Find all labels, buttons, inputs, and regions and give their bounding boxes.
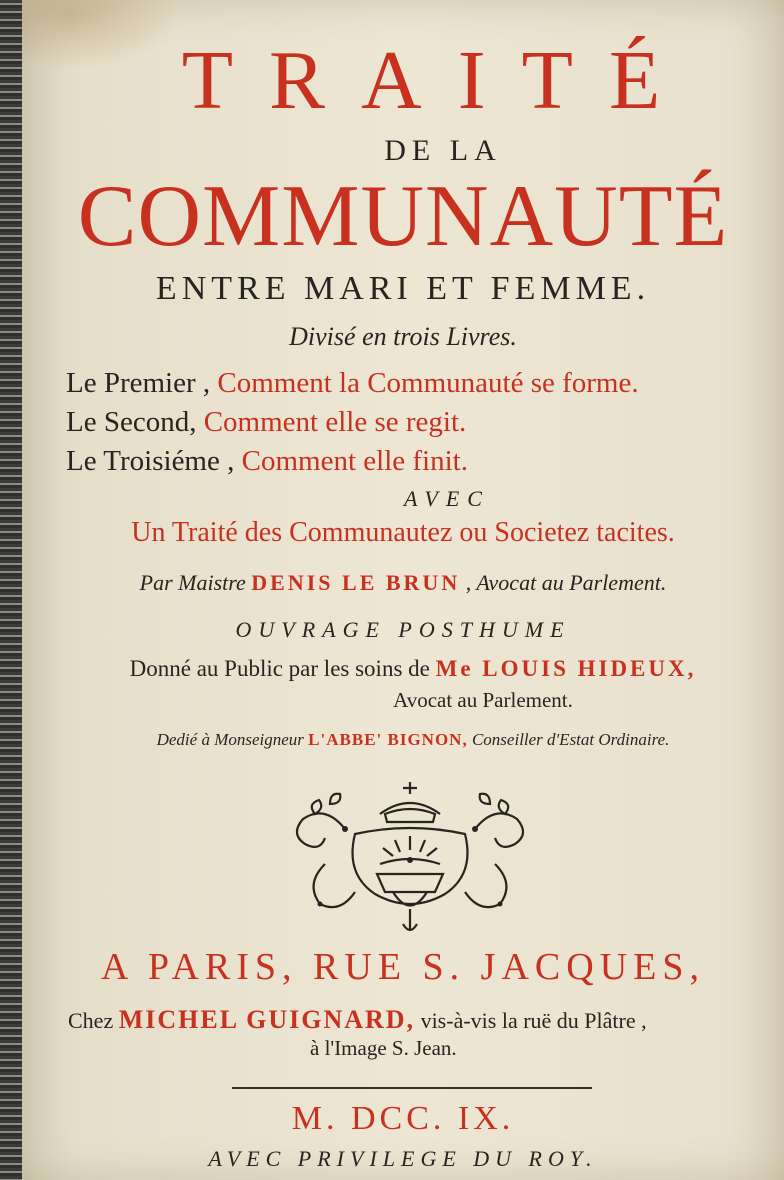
dedication-line <box>22 730 784 750</box>
book-2-number: Le Second, <box>66 406 197 438</box>
imprint-city: A PARIS, RUE S. JACQUES, <box>100 946 705 988</box>
dedication-name: L'ABBE' BIGNON, <box>308 730 468 749</box>
title-entre-mari-et-femme: ENTRE MARI ET FEMME. <box>155 270 651 307</box>
book-line-3 <box>66 445 468 478</box>
imprint-printer-line <box>68 1005 647 1035</box>
book-3-description: Comment elle finit. <box>241 445 468 477</box>
book-line-2 <box>66 406 466 439</box>
editor-suffix: Avocat au Parlement. <box>393 688 573 712</box>
author-name: DENIS LE BRUN <box>251 570 461 595</box>
imprint-sign: à l'Image S. Jean. <box>310 1036 457 1060</box>
author-line <box>22 570 784 596</box>
subtitle-divise: Divisé en trois Livres. <box>289 322 517 351</box>
crest-ornament-icon <box>285 774 535 944</box>
book-1-number: Le Premier , <box>66 367 211 399</box>
divider-rule <box>232 1087 592 1089</box>
imprint-address: vis-à-vis la ruë du Plâtre , <box>420 1008 647 1033</box>
traite-societez: Un Traité des Communautez ou Societez tacites. <box>131 517 675 548</box>
editor-name: Me LOUIS HIDEUX, <box>435 656 697 681</box>
editor-prefix: Donné au Public par les soins de <box>129 656 430 681</box>
book-1-description: Comment la Communauté se forme. <box>217 367 639 399</box>
editor-line <box>22 656 784 682</box>
avec-label: AVEC <box>404 486 490 511</box>
imprint-printer: MICHEL GUIGNARD, <box>118 1005 416 1034</box>
book-line-1 <box>66 367 639 400</box>
author-prefix: Par Maistre <box>139 570 246 595</box>
publication-year: M. DCC. IX. <box>291 1100 515 1137</box>
dedication-prefix: Dedié à Monseigneur <box>156 730 304 749</box>
title-traite: TRAITÉ <box>181 34 697 127</box>
book-3-number: Le Troisiéme , <box>66 445 235 477</box>
privilege-line: AVEC PRIVILEGE DU ROY. <box>208 1146 598 1171</box>
book-2-description: Comment elle se regit. <box>203 406 467 438</box>
dedication-suffix: Conseiller d'Estat Ordinaire. <box>471 730 670 749</box>
ouvrage-posthume: OUVRAGE POSTHUME <box>235 617 571 642</box>
imprint-chez: Chez <box>68 1008 114 1033</box>
title-de-la: DE LA <box>384 134 502 167</box>
author-suffix: , Avocat au Parlement. <box>465 570 667 595</box>
title-communaute: COMMUNAUTÉ <box>77 168 729 265</box>
book-spine-edge <box>0 0 22 1180</box>
